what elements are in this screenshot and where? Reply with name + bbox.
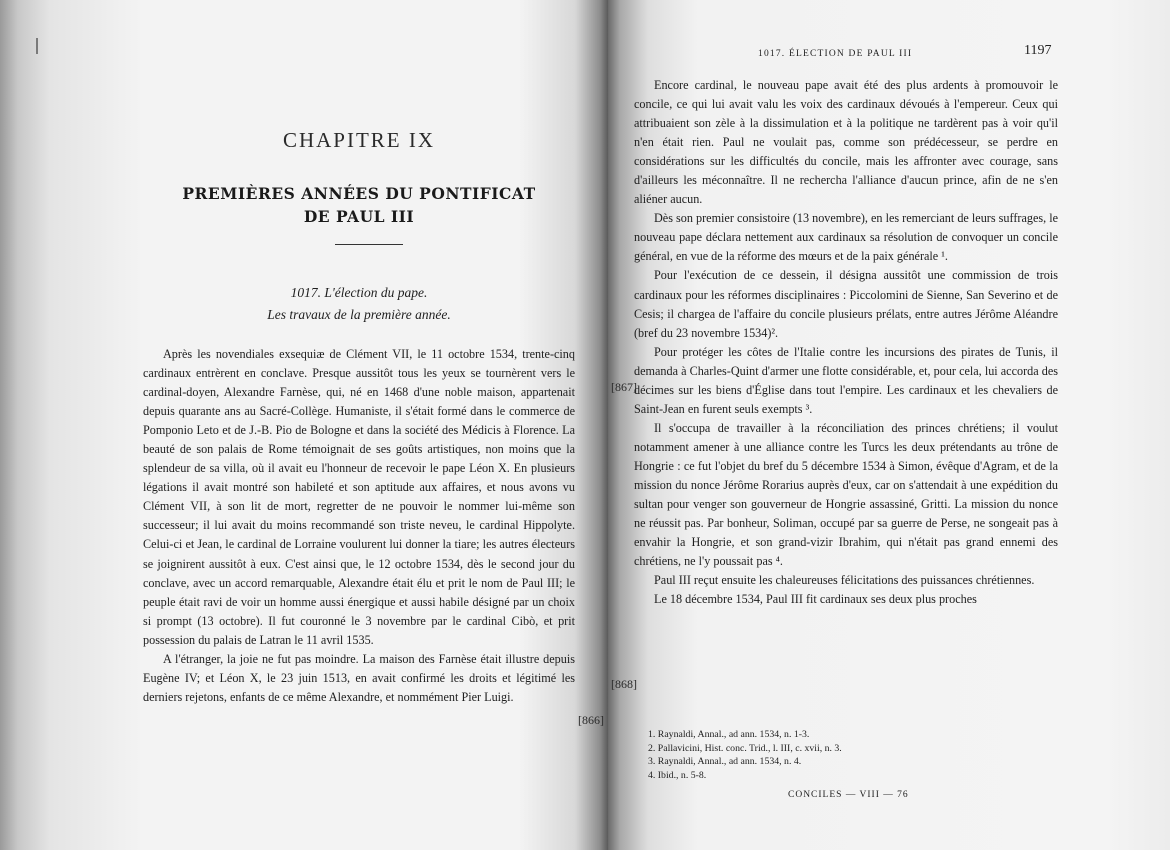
margin-reference: [866] xyxy=(578,713,604,727)
page-edge-mark xyxy=(36,38,38,54)
running-head: 1017. ÉLECTION DE PAUL III xyxy=(758,49,913,59)
margin-reference-2: [868] xyxy=(611,677,637,691)
section-title-line2: DE PAUL III xyxy=(303,207,415,226)
left-paragraph-1: Après les novendiales exsequiæ de Clément VII, le 11 octobre 1534, trente-cinq cardinaux entrèrent en conclave. Presque aussitôt tous les yeux se tournèrent vers le cardinal-doyen, Alexandre Farnèse, qui, né en 1468 d'une noble maison, appartenait depuis quarante ans au Sacré-Collège. Humaniste, il s'était formé dans le commerce de Pomponio Leto et de J.-B. Pio de Bologne et dans la société des Médicis à Florence. La beauté de son palais de Rome témoignait de ses goûts artistiques, non moins que la splendeur de sa villa, où il avait eu l'honneur de recevoir le pape Léon X. En plusieurs légations il avait montré son habileté et son aptitude aux affaires, et nous avons vu Clément VII, à son lit de mort, regretter de ne pouvoir le nommer lui-même son successeur; il lui avait du moins recommandé son triste neveu, le cardinal Hippolyte. Celui-ci et Jean, le cardinal de Lorraine voulurent lui donner la tiare; les autres électeurs se joignirent aussitôt à eux. C'est ainsi que, le 12 octobre 1534, dès le second jour du conclave, avec un accord remarquable, Alexandre était élu et prit le nom de Paul III; le peuple était ravi de voir un homme aussi énergique et aussi habile désigné par un choix si prompt (13 octobre). Il fut couronné le 3 novembre par le cardinal Cibò, et prit possession du palais de Latran le 11 avril 1535. xyxy=(143,347,575,647)
right-paragraph-5: Il s'occupa de travailler à la réconciliation des princes chrétiens; il voulut notamment amener à une alliance contre les Turcs les deux prétendants au trône de Hongrie : ce fut l'objet du bref du 5 décembre 1534 à Simon, évêque d'Agram, et de la mission du nonce Jérôme Rorarius auprès d'eux, car on s'attendait à une expédition du sultan pour venger son gouverneur de Hongrie assassiné, Gritti. La mission du nonce ne réussit pas. Par bonheur, Soliman, occupé par sa guerre de Perse, ne songeait pas à envahir la Hongrie, et son grand-vizir Ibrahim, qui n'était pas grand ennemi des chrétiens, ne l'y poussait pas ⁴. xyxy=(634,420,1058,569)
footnote: 3. Raynaldi, Annal., ad ann. 1534, n. 4. xyxy=(648,756,802,768)
subsection-title xyxy=(143,282,575,326)
page-number: 1197 xyxy=(1024,43,1052,58)
footnote: 1. Raynaldi, Annal., ad ann. 1534, n. 1-3. xyxy=(648,729,810,740)
right-body-text xyxy=(634,76,1058,609)
subsection-line1: 1017. L'élection du pape. xyxy=(290,285,428,300)
left-body-text xyxy=(143,345,575,707)
title-rule xyxy=(335,244,403,245)
signature-mark: CONCILES — VIII — 76 xyxy=(788,790,909,800)
footnotes xyxy=(648,728,1058,782)
right-paragraph-7: Le 18 décembre 1534, Paul III fit cardinaux ses deux plus proches xyxy=(654,592,977,607)
footnote: 2. Pallavicini, Hist. conc. Trid., l. III, c. xvii, n. 3. xyxy=(648,742,842,754)
right-paragraph-3: Pour l'exécution de ce dessein, il désigna aussitôt une commission de trois cardinaux pour les réformes disciplinaires : Piccolomini de Sienne, San Severino et de Cesis; il chargea de l'affaire du concile plusieurs prélats, entre autres Jérôme Aléandre (bref du 23 novembre 1534)². xyxy=(634,268,1058,340)
right-paragraph-1: Encore cardinal, le nouveau pape avait été des plus ardents à promouvoir le concile, ce qui lui avait valu les voix des cardinaux dévoués à l'empereur. Ceux qui attribuaient son zèle à la dissimulation et à la politique ne tardèrent pas à voir qu'il n'en était rien. Paul ne voulait pas, comme son prédécesseur, se perdre en considérations sur les difficultés du concile, mais les affronter avec courage, sans d'ailleurs les méconnaître. Il ne rechercha l'alliance d'aucun prince, afin de ne s'en aliéner aucun. xyxy=(634,78,1058,207)
section-title-line1: PREMIÈRES ANNÉES DU PONTIFICAT xyxy=(182,184,536,203)
subsection-line2: Les travaux de la première année. xyxy=(267,307,451,322)
right-paragraph-6: Paul III reçut ensuite les chaleureuses félicitations des puissances chrétiennes. xyxy=(654,573,1035,588)
section-title xyxy=(143,182,575,228)
right-paragraph-2: Dès son premier consistoire (13 novembre), en les remerciant de leurs suffrages, le nouveau pape déclara nettement aux cardinaux sa résolution de convoquer un concile général, en vue de la réforme des mœurs et de la paix générale ¹. xyxy=(634,211,1058,264)
footnote: 4. Ibid., n. 5-8. xyxy=(648,769,707,781)
chapter-title: CHAPITRE IX xyxy=(282,128,436,152)
margin-reference-1: [867] xyxy=(611,380,637,394)
left-paragraph-2: A l'étranger, la joie ne fut pas moindre. La maison des Farnèse était illustre depuis Eugène IV; et Léon X, le 23 juin 1513, en avait confirmé les droits et légitimé les derniers rejetons, enfants de ce même Alexandre, et nommément Pier Luigi. xyxy=(143,651,575,704)
right-paragraph-4: Pour protéger les côtes de l'Italie contre les incursions des pirates de Tunis, il demanda à Charles-Quint d'armer une flotte considérable, et, pour cela, lui accorda des décimes sur les biens d'Église dans tout l'empire. Les cardinaux et les chevaliers de Saint-Jean en furent seuls exempts ³. xyxy=(634,344,1058,416)
